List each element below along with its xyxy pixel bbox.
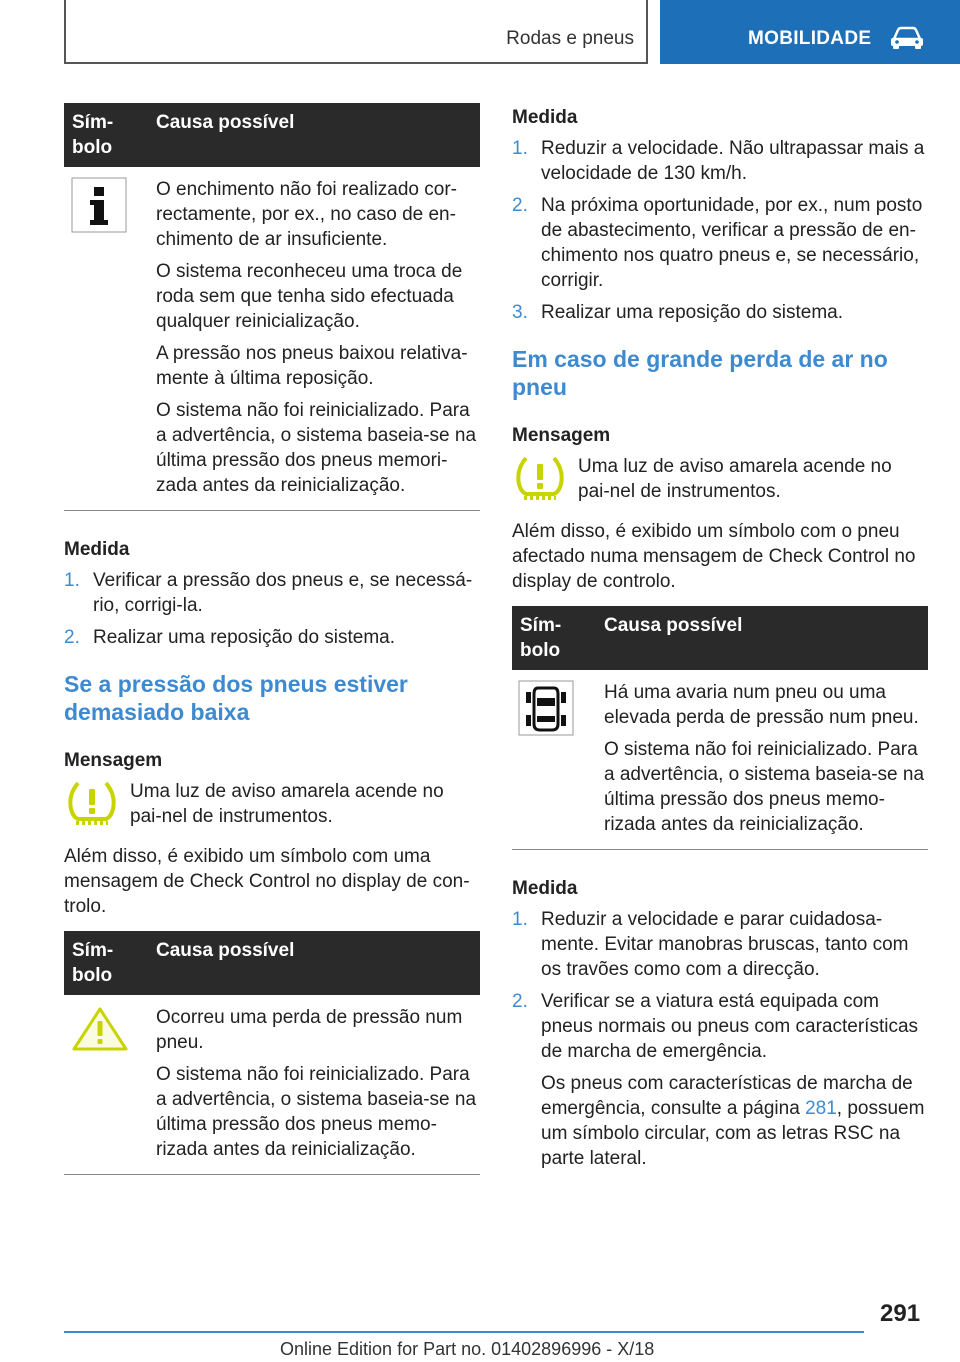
measure-heading: Medida <box>64 539 130 560</box>
warning-message <box>512 454 928 507</box>
car-icon <box>890 26 924 50</box>
page-number: 291 <box>880 1300 921 1327</box>
table-header-cause: Causa possível <box>148 103 480 167</box>
cause-text-1: Ocorreu uma perda de pressão num pneu. <box>156 1007 463 1053</box>
measure-heading: Medida <box>512 878 578 899</box>
symbol-table-tyre <box>512 606 928 850</box>
step-item: 3. Realizar uma reposição do sistema. <box>512 302 844 323</box>
measure-steps <box>512 907 928 1171</box>
cause-text-3: A pressão nos pneus baixou relativa-mente à última reposição. <box>156 343 468 389</box>
measure-heading: Medida <box>512 107 578 128</box>
cause-text-2: O sistema reconheceu uma troca de roda sem que tenha sido efectuada qualquer reinicialização. <box>156 261 463 332</box>
cause-text-2: O sistema não foi reinicializado. Para a advertência, o sistema baseia-se na última pressão dos pneus memo-rizada antes da reinicialização. <box>156 1064 477 1160</box>
table-header-symbol: Sím-bolo <box>512 606 596 670</box>
tire-pressure-warning-icon <box>512 454 568 502</box>
header-chapter-label: MOBILIDADE <box>748 28 872 49</box>
message-text: Uma luz de aviso amarela acende no pai-nel de instrumentos. <box>578 456 892 502</box>
cause-text-1: Há uma avaria num pneu ou uma elevada perda de pressão num pneu. <box>604 682 919 728</box>
symbol-table-info <box>64 103 480 511</box>
step-item: 1. Verificar a pressão dos pneus e, se necessá-rio, corrigi-la. <box>64 570 473 616</box>
warning-triangle-icon <box>70 1005 130 1053</box>
header-chapter-tab <box>660 0 960 64</box>
additional-info-text: Além disso, é exibido um símbolo com o pneu afectado numa mensagem de Check Control no display de controlo. <box>512 521 916 592</box>
footer-divider <box>64 1331 864 1333</box>
step-item: 2. Realizar uma reposição do sistema. <box>64 627 396 648</box>
message-heading: Mensagem <box>64 750 163 771</box>
measure-steps <box>512 136 928 325</box>
section-heading: Em caso de grande perda de ar no pneu <box>512 346 888 400</box>
cause-text-1: O enchimento não foi realizado cor-rectamente, por ex., no caso de en-chimento de ar insuficiente. <box>156 179 457 250</box>
cause-text-4: O sistema não foi reinicializado. Para a advertência, o sistema baseia-se na última pressão dos pneus memori-zada antes da reinicialização. <box>156 400 477 496</box>
cause-text-2: O sistema não foi reinicializado. Para a advertência, o sistema baseia-se na última pressão dos pneus memo-rizada antes da reinicialização. <box>604 739 925 835</box>
right-column <box>512 103 928 1178</box>
info-icon <box>71 177 127 233</box>
symbol-table-warning <box>64 931 480 1175</box>
message-heading: Mensagem <box>512 425 611 446</box>
section-heading: Se a pressão dos pneus estiver demasiado baixa <box>64 671 408 725</box>
additional-info-text: Além disso, é exibido um símbolo com uma mensagem de Check Control no display de con-trolo. <box>64 846 470 917</box>
footer-edition: Online Edition for Part no. 01402896996 - X/18 <box>280 1339 655 1359</box>
step-item: 2. Na próxima oportunidade, por ex., num posto de abastecimento, verificar a pressão de en-chimento nos quatro pneus e, se necessário, corrigir. <box>512 195 923 291</box>
warning-message <box>64 779 480 832</box>
left-column <box>64 103 480 1175</box>
step-item: 1. Reduzir a velocidade e parar cuidadosa-mente. Evitar manobras bruscas, tanto com os travões como com a direcção. <box>512 909 909 980</box>
table-header-cause: Causa possível <box>596 606 928 670</box>
message-text: Uma luz de aviso amarela acende no pai-nel de instrumentos. <box>130 781 444 827</box>
measure-steps <box>64 568 480 650</box>
tire-pressure-warning-icon <box>64 779 120 827</box>
page-reference-link[interactable]: 281 <box>805 1098 837 1119</box>
step-item: 1. Reduzir a velocidade. Não ultrapassar mais a velocidade de 130 km/h. <box>512 138 925 184</box>
table-header-symbol: Sím-bolo <box>64 931 148 995</box>
table-header-cause: Causa possível <box>148 931 480 995</box>
header-section-title: Rodas e pneus <box>506 28 634 49</box>
car-tyres-icon <box>518 680 574 736</box>
step-item: 2. Verificar se a viatura está equipada com pneus normais ou pneus com características de marcha de emergência. Os pneus com características de marcha de emergência, consulte a página 281, possuem um símbolo circular, com as letras RSC na parte lateral. <box>512 991 925 1169</box>
table-header-symbol: Sím-bolo <box>64 103 148 167</box>
